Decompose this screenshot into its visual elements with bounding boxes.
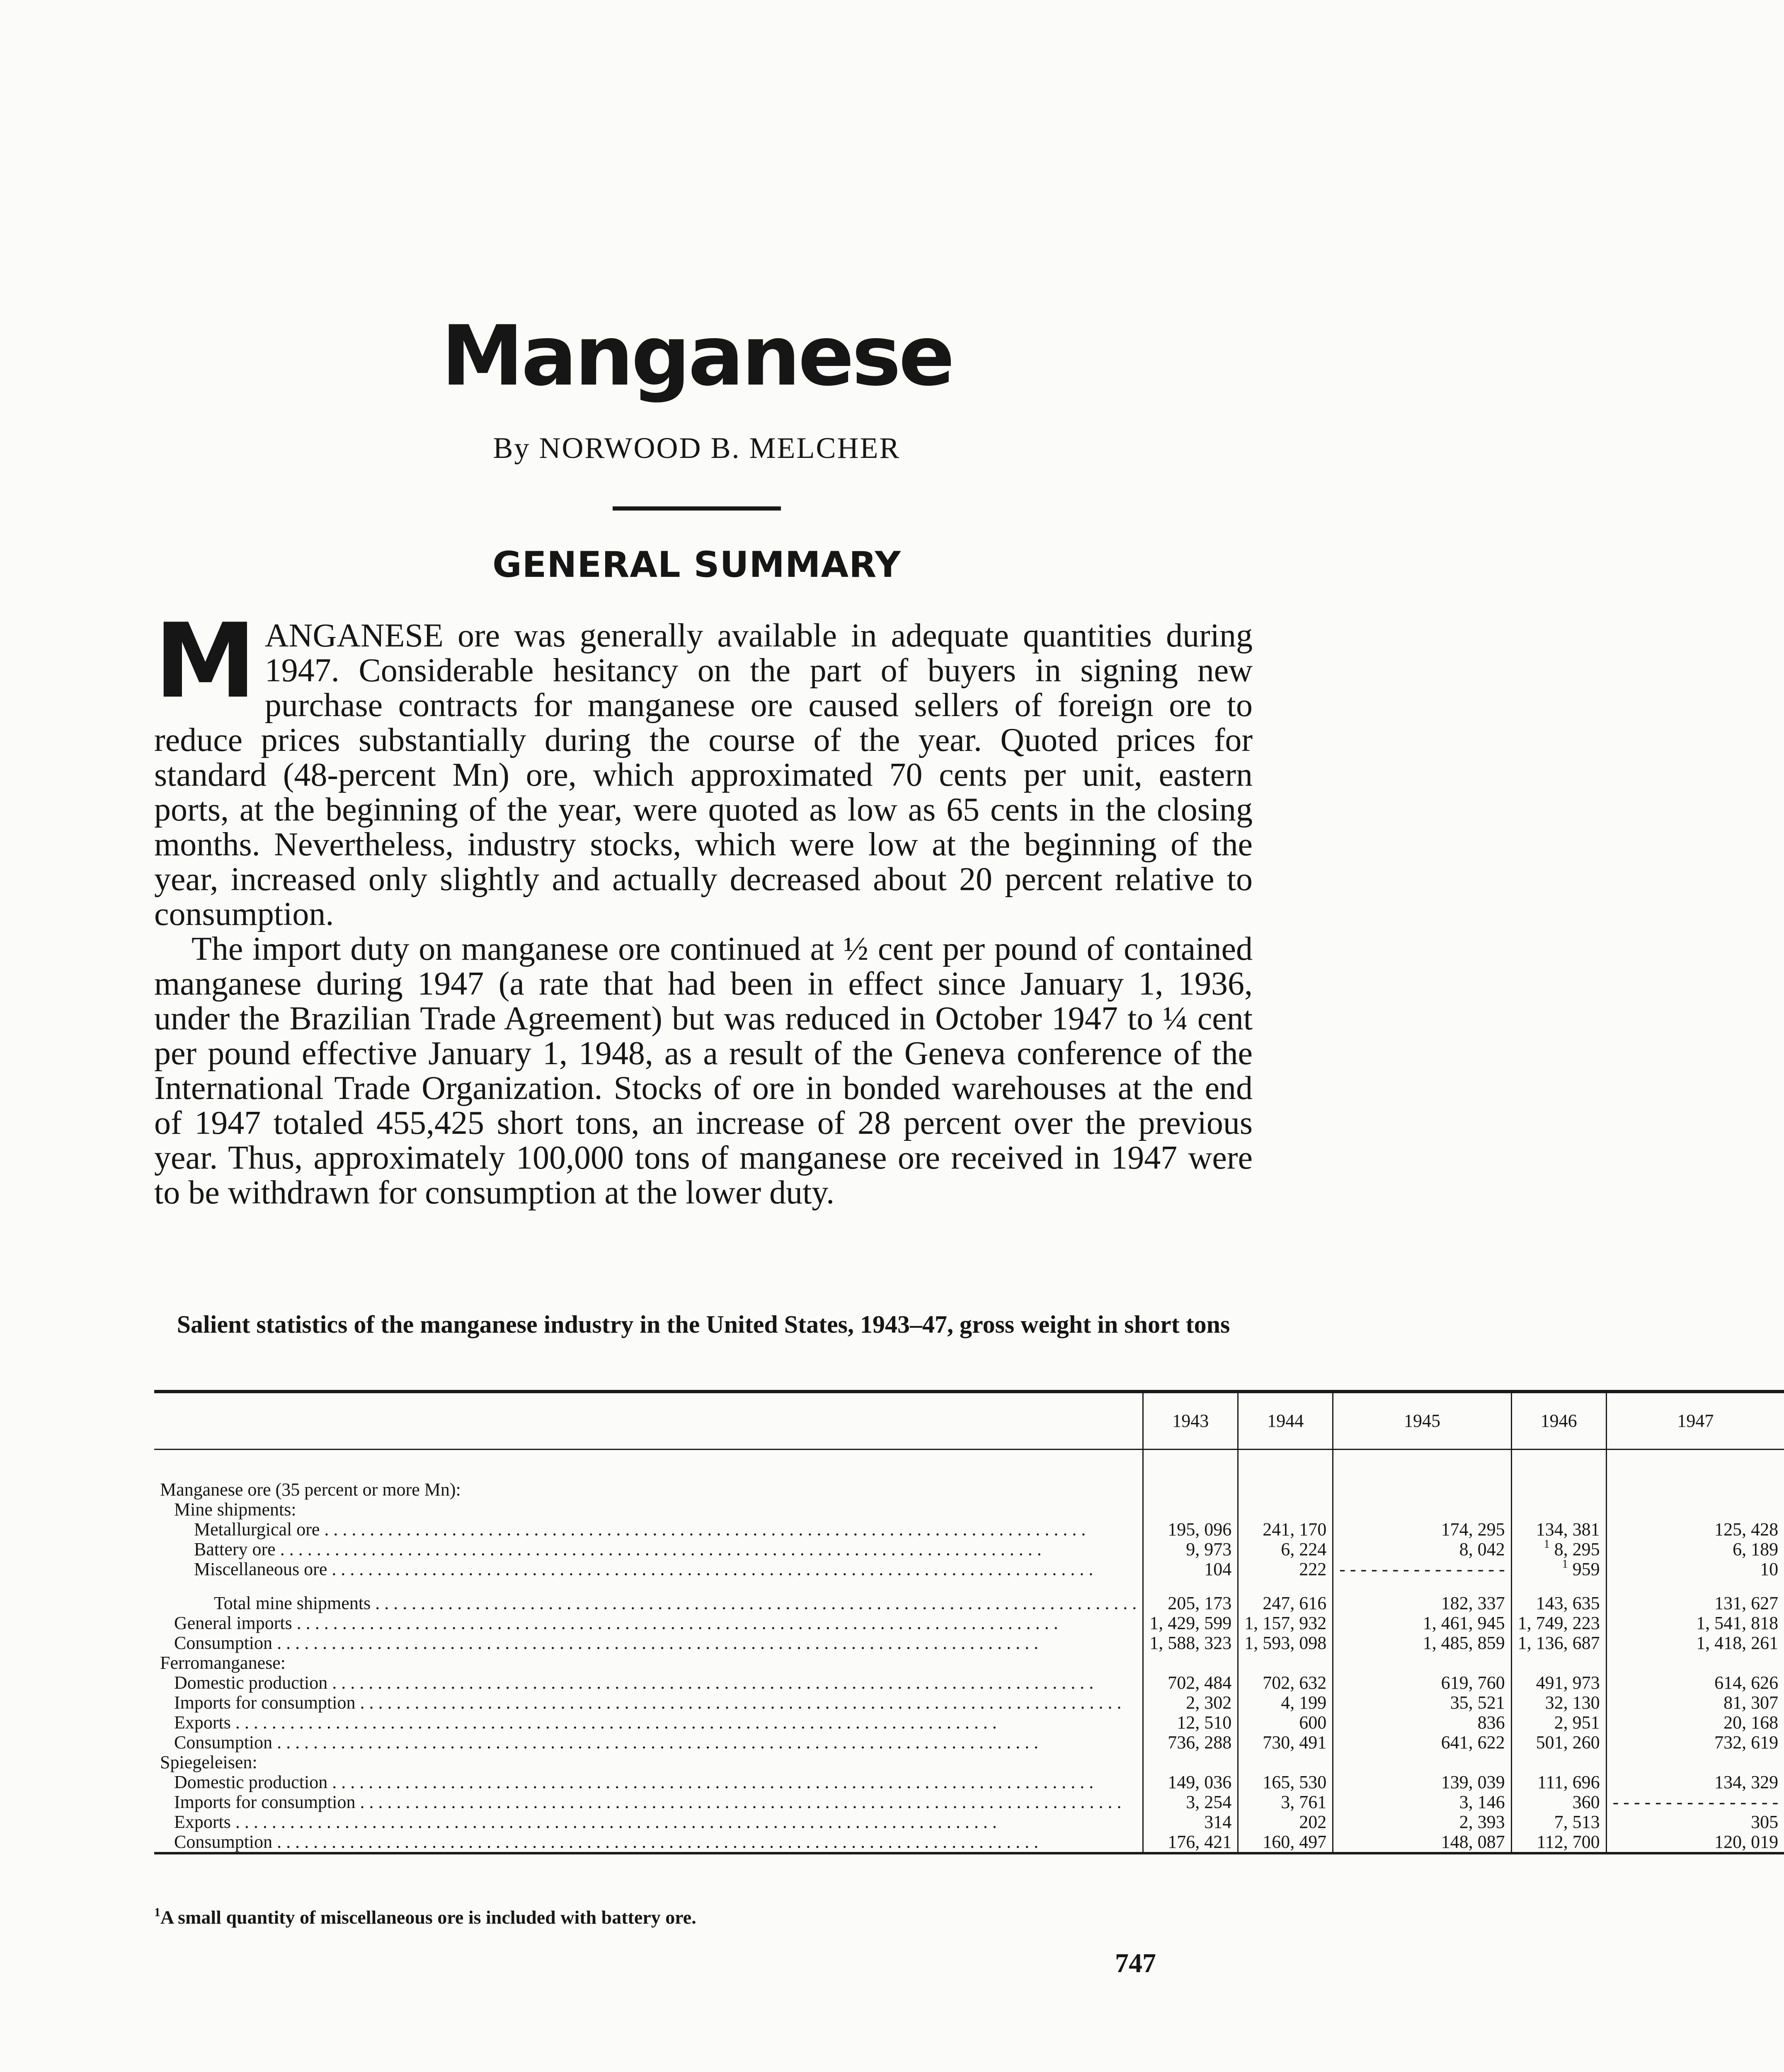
table-cell: 241, 170 [1238, 1520, 1333, 1539]
table-row [154, 1792, 1784, 1812]
table-cell: 134, 329 [1606, 1772, 1784, 1792]
row-heading: Mine shipments: [174, 1499, 296, 1520]
table-cell: 165, 530 [1238, 1772, 1333, 1792]
table-cell: 104 [1143, 1559, 1238, 1579]
table-cell: 1, 588, 323 [1143, 1633, 1238, 1653]
table-cell: 1, 418, 261 [1606, 1633, 1784, 1653]
table-cell: 160, 497 [1238, 1832, 1333, 1853]
table-cell: 139, 039 [1333, 1772, 1511, 1792]
table-row [154, 1500, 1784, 1520]
row-label: Consumption . . . [154, 1733, 1143, 1752]
table-row [154, 1832, 1784, 1853]
table-cell: 501, 260 [1511, 1733, 1606, 1752]
row-heading: Ferromanganese: [160, 1653, 286, 1673]
table-cell: 641, 622 [1333, 1733, 1511, 1752]
page-title: Manganese [441, 308, 953, 404]
drop-cap: M [154, 602, 257, 721]
table-header-row [154, 1392, 1784, 1450]
salient-statistics-table [154, 1390, 1779, 1854]
table-cell: 134, 381 [1511, 1520, 1606, 1539]
table-cell: 174, 295 [1333, 1520, 1511, 1539]
table-cell: 131, 627 [1606, 1593, 1784, 1613]
table-row [154, 1539, 1784, 1559]
table-row [154, 1733, 1784, 1752]
empty-cell-dashes [1606, 1792, 1784, 1812]
header-year: 1945 [1333, 1392, 1511, 1450]
page-number: 747 [1115, 1948, 1156, 1978]
table-cell: 619, 760 [1333, 1673, 1511, 1693]
row-label: Imports for consumption . . . [154, 1693, 1143, 1713]
table-cell: 120, 019 [1606, 1832, 1784, 1853]
table-cell: 730, 491 [1238, 1733, 1333, 1752]
table-cell: 4, 199 [1238, 1693, 1333, 1713]
table-title: Salient statistics of the manganese industry in the United States, 1943–47, gross weight in short tons [177, 1311, 1230, 1338]
table-cell: 702, 484 [1143, 1673, 1238, 1693]
table-footnote [154, 1906, 696, 1928]
table-cell: 1, 429, 599 [1143, 1613, 1238, 1633]
row-label: Metallurgical ore . . . [154, 1520, 1143, 1539]
row-label: Imports for consumption . . . [154, 1792, 1143, 1812]
table-cell: 305 [1606, 1812, 1784, 1832]
table-cell: 6, 189 [1606, 1539, 1784, 1559]
row-label: Domestic production . . . [154, 1673, 1143, 1693]
paragraph-1-text: ANGANESE ore was generally available in adequate quantities during 1947. Considerable hesitancy on the part of buyers in signing new purchase contracts for manganese ore caused sellers of foreign ore to reduce prices substantially during the course of the year. Quoted prices for standard (48-percent Mn) ore, which approximated 70 cents per unit, eastern ports, at the beginning of the year, were quoted as low as 65 cents in the closing months. Nevertheless, industry stocks, which were low at the beginning of the year, increased only slightly and actually decreased about 20 percent relative to consumption. [154, 617, 1253, 932]
table-cell: 736, 288 [1143, 1733, 1238, 1752]
table-row [154, 1673, 1784, 1693]
table-row [154, 1613, 1784, 1633]
table-cell: 112, 700 [1511, 1832, 1606, 1853]
header-year: 1944 [1238, 1392, 1333, 1450]
table-cell: 111, 696 [1511, 1772, 1606, 1792]
table-cell: 3, 146 [1333, 1792, 1511, 1812]
table-row [154, 1713, 1784, 1733]
table-cell: 2, 393 [1333, 1812, 1511, 1832]
table-row [154, 1812, 1784, 1832]
empty-cell-dashes [1333, 1559, 1511, 1579]
table-cell: 1, 593, 098 [1238, 1633, 1333, 1653]
table-cell: 1, 136, 687 [1511, 1633, 1606, 1653]
table-row [154, 1772, 1784, 1792]
table-cell: 360 [1511, 1792, 1606, 1812]
table-cell: 614, 626 [1606, 1673, 1784, 1693]
header-year: 1943 [1143, 1392, 1238, 1450]
table-cell: $^1$ 959 [1511, 1559, 1606, 1579]
table-cell: 202 [1238, 1812, 1333, 1832]
table-cell: 12, 510 [1143, 1713, 1238, 1733]
table-cell: 491, 973 [1511, 1673, 1606, 1693]
footnote-ref: 1 [1562, 1558, 1568, 1571]
table-cell: 1, 541, 818 [1606, 1613, 1784, 1633]
table-cell: 702, 632 [1238, 1673, 1333, 1693]
table-cell: 1, 749, 223 [1511, 1613, 1606, 1633]
table-row [154, 1559, 1784, 1579]
table-cell: 7, 513 [1511, 1812, 1606, 1832]
title-divider [613, 506, 781, 511]
table-row [154, 1653, 1784, 1673]
table-cell: 32, 130 [1511, 1693, 1606, 1713]
table-cell: 6, 224 [1238, 1539, 1333, 1559]
table-cell: 3, 761 [1238, 1792, 1333, 1812]
row-label: Battery ore . . . [154, 1539, 1143, 1559]
paragraph-2: The import duty on manganese ore continued at ½ cent per pound of contained manganese during 1947 (a rate that had been in effect since January 1, 1936, under the Brazilian Trade Agreement) but was reduced in October 1947 to ¼ cent per pound effective January 1, 1948, as a result of the Geneva conference of the International Trade Organization. Stocks of ore in bonded warehouses at the end of 1947 totaled 455,425 short tons, an increase of 28 percent over the previous year. Thus, approximately 100,000 tons of manganese ore received in 1947 were to be withdrawn for consumption at the lower duty. [154, 931, 1253, 1211]
byline: By NORWOOD B. MELCHER [493, 431, 901, 465]
table-cell: 2, 302 [1143, 1693, 1238, 1713]
spacer-row [154, 1450, 1784, 1480]
table-cell: 20, 168 [1606, 1713, 1784, 1733]
spacer-row [154, 1579, 1784, 1593]
table-cell: 10 [1606, 1559, 1784, 1579]
section-heading: GENERAL SUMMARY [492, 544, 901, 586]
table-cell: 125, 428 [1606, 1520, 1784, 1539]
table-cell: 149, 036 [1143, 1772, 1238, 1792]
table-row [154, 1593, 1784, 1613]
footnote-text: A small quantity of miscellaneous ore is included with battery ore. [160, 1907, 696, 1928]
header-label-cell [154, 1392, 1143, 1450]
body-text [154, 602, 1253, 1211]
table-cell: 176, 421 [1143, 1832, 1238, 1853]
row-label: Exports . . . [154, 1713, 1143, 1733]
row-label: Exports . . . [154, 1812, 1143, 1832]
table-row [154, 1520, 1784, 1539]
table-row [154, 1693, 1784, 1713]
row-label: Miscellaneous ore . . . [154, 1559, 1143, 1579]
paragraph-1 [154, 602, 1253, 932]
row-label: General imports . . . [154, 1613, 1143, 1633]
table-cell: 1, 461, 945 [1333, 1613, 1511, 1633]
table-cell: 8, 042 [1333, 1539, 1511, 1559]
table-cell: $^1$ 8, 295 [1511, 1539, 1606, 1559]
table-cell: 1, 485, 859 [1333, 1633, 1511, 1653]
table-cell: 195, 096 [1143, 1520, 1238, 1539]
table-cell: 1, 157, 932 [1238, 1613, 1333, 1633]
table-cell: 35, 521 [1333, 1693, 1511, 1713]
table-cell: 9, 973 [1143, 1539, 1238, 1559]
table-cell: 732, 619 [1606, 1733, 1784, 1752]
table-cell: 600 [1238, 1713, 1333, 1733]
footnote-ref: 1 [1544, 1538, 1550, 1551]
row-heading: Manganese ore (35 percent or more Mn): [160, 1479, 461, 1500]
table-cell: 3, 254 [1143, 1792, 1238, 1812]
header-year: 1947 [1606, 1392, 1784, 1450]
table-cell: 222 [1238, 1559, 1333, 1579]
row-label: Domestic production . . . [154, 1772, 1143, 1792]
table-row [154, 1752, 1784, 1772]
table-row [154, 1633, 1784, 1653]
row-label: Consumption . . . [154, 1832, 1143, 1853]
table-cell: 143, 635 [1511, 1593, 1606, 1613]
header-year: 1946 [1511, 1392, 1606, 1450]
table-cell: 182, 337 [1333, 1593, 1511, 1613]
table-row [154, 1480, 1784, 1500]
table-cell: 836 [1333, 1713, 1511, 1733]
table-cell: 205, 173 [1143, 1593, 1238, 1613]
row-label: Total mine shipments . . . [154, 1593, 1143, 1613]
row-heading: Spiegeleisen: [160, 1752, 257, 1772]
table-cell: 148, 087 [1333, 1832, 1511, 1853]
table-cell: 2, 951 [1511, 1713, 1606, 1733]
row-label: Consumption . . . [154, 1633, 1143, 1653]
table-cell: 81, 307 [1606, 1693, 1784, 1713]
footnote-mark: 1 [154, 1905, 160, 1919]
table-cell: 314 [1143, 1812, 1238, 1832]
table-cell: 247, 616 [1238, 1593, 1333, 1613]
